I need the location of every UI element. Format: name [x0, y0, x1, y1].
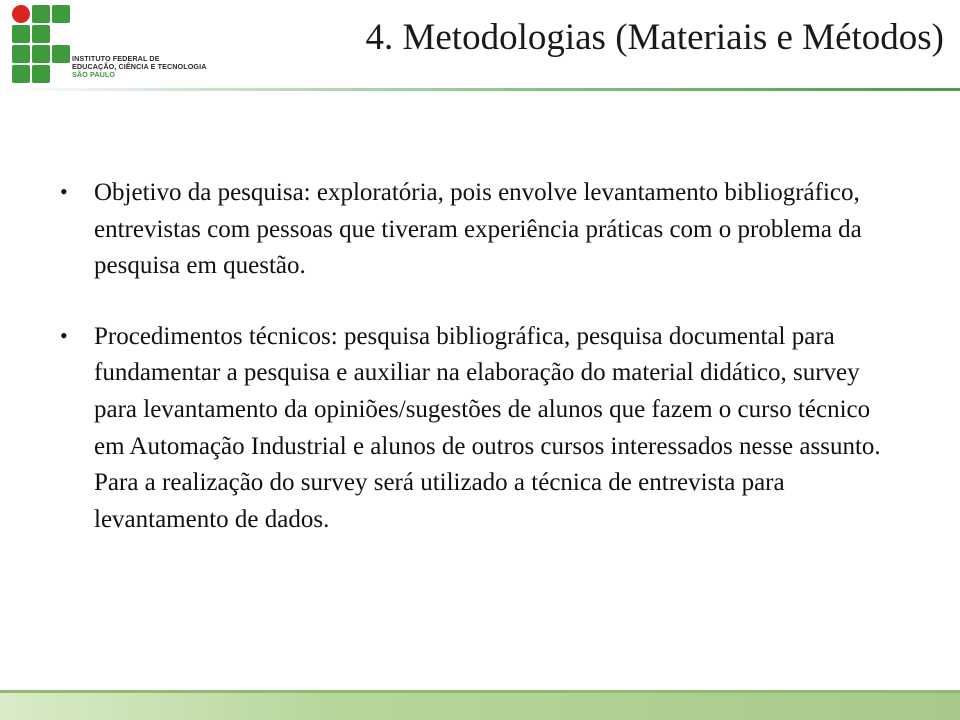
bullet-icon: •	[60, 179, 68, 204]
header-divider	[0, 88, 960, 91]
bullet-item	[56, 175, 906, 285]
logo-text	[72, 55, 222, 79]
slide-body	[56, 175, 906, 538]
logo-line-2: EDUCAÇÃO, CIÊNCIA E TECNOLOGIA	[72, 62, 207, 71]
bullet-item	[56, 319, 906, 539]
logo-line-1: INSTITUTO FEDERAL DE	[72, 54, 160, 63]
institution-logo	[12, 5, 222, 85]
logo-line-3: SÃO PAULO	[72, 70, 116, 79]
footer-rule	[0, 690, 960, 693]
logo-grid-icon	[12, 5, 72, 85]
bullet-text: Objetivo da pesquisa: exploratória, pois envolve levantamento bibliográfico, entrevistas com pessoas que tiveram experiência práticas com o problema da pesquisa em questão.	[94, 179, 862, 280]
bullet-text: Procedimentos técnicos: pesquisa bibliográfica, pesquisa documental para fundamentar a pesquisa e auxiliar na elaboração do material didático, survey para levantamento da opiniões/sugestões de alunos que fazem o curso técnico em Automação Industrial e alunos de outros cursos interessados nesse assunto. Para a realização do survey será utilizado a técnica de entrevista para levantamento de dados.	[94, 322, 881, 533]
slide-title: 4. Metodologias (Materiais e Métodos)	[365, 17, 944, 58]
footer-bar	[0, 690, 960, 720]
bullet-icon: •	[60, 322, 68, 348]
